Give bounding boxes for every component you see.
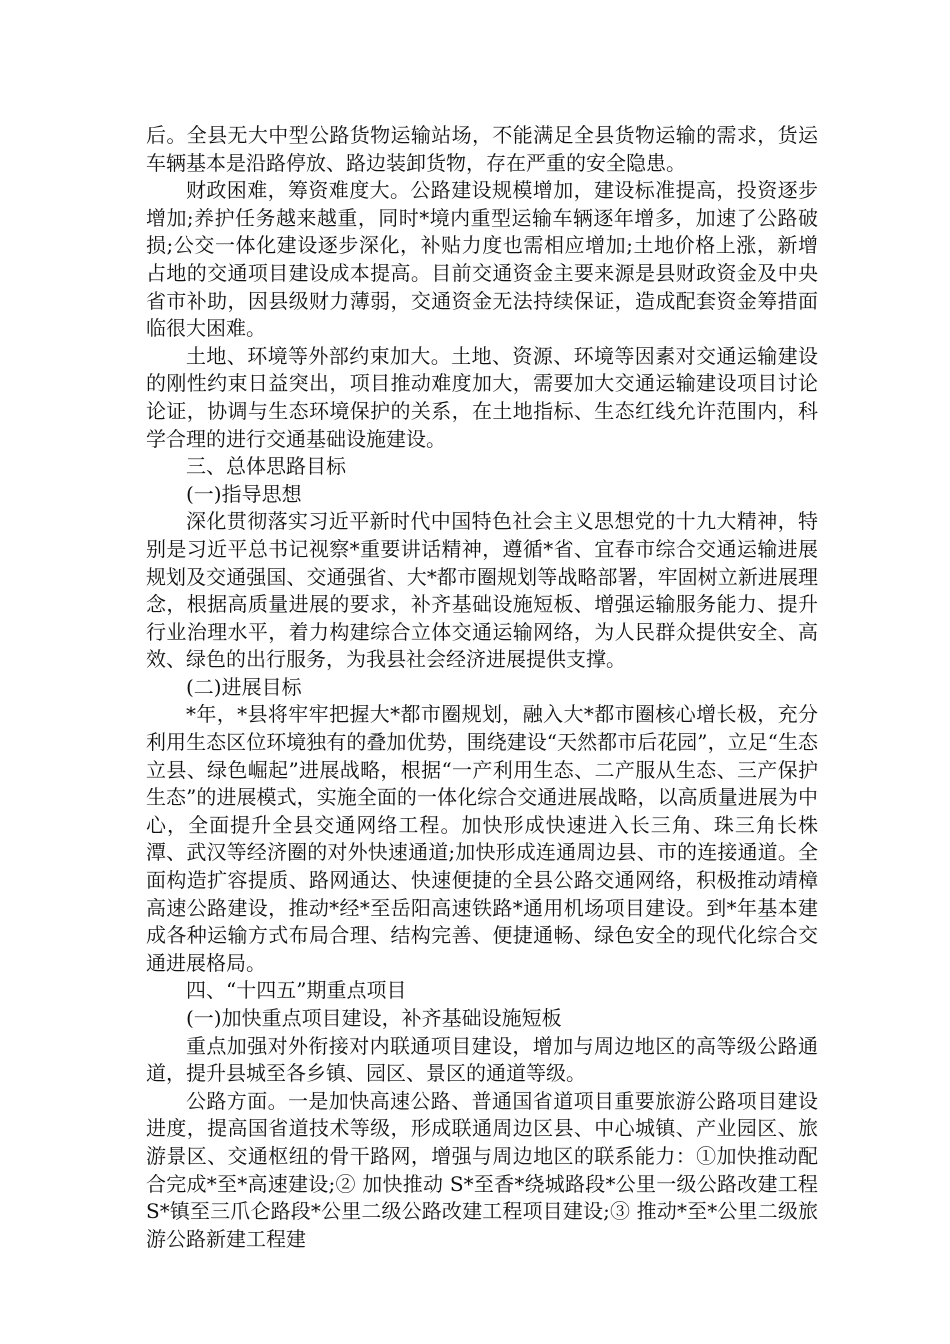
paragraph-6: 重点加强对外衔接对内联通项目建设，增加与周边地区的高等级公路通道，提升县城至各乡镇、园区、景区的通道等级。 xyxy=(146,1033,818,1086)
document-page xyxy=(146,122,818,1253)
paragraph-1: 后。全县无大中型公路货物运输站场，不能满足全县货物运输的需求，货运车辆基本是沿路停放、路边装卸货物，存在严重的安全隐患。 xyxy=(146,123,818,175)
paragraph-3: 土地、环境等外部约束加大。土地、资源、环境等因素对交通运输建设的刚性约束日益突出，项目推动难度加大，需要加大交通运输建设项目讨论论证，协调与生态环境保护的关系，在土地指标、生态红线允许范围内，科学合理的进行交通基础设施建设。 xyxy=(146,343,818,451)
paragraph-4: 深化贯彻落实习近平新时代中国特色社会主义思想党的十九大精神，特别是习近平总书记视察*重要讲话精神，遵循*省、宜春市综合交通运输进展规划及交通强国、交通强省、大*都市圈规划等战略部署，牢固树立新进展理念，根据高质量进展的要求，补齐基础设施短板、增强运输服务能力、提升行业治理水平，着力构建综合立体交通运输网络，为人民群众提供安全、高效、绿色的出行服务，为我县社会经济进展提供支撑。 xyxy=(146,509,818,672)
paragraph-2: 财政困难，筹资难度大。公路建设规模增加，建设标准提高，投资逐步增加;养护任务越来越重，同时*境内重型运输车辆逐年增多，加速了公路破损;公交一体化建设逐步深化，补贴力度也需相应增加;土地价格上涨，新增占地的交通项目建设成本提高。目前交通资金主要来源是县财政资金及中央省市补助，因县级财力薄弱，交通资金无法持续保证，造成配套资金筹措面临很大困难。 xyxy=(146,178,818,341)
section-heading-4: 四、“十四五”期重点项目 xyxy=(186,978,407,1003)
paragraph-7: 公路方面。一是加快高速公路、普通国省道项目重要旅游公路项目建设进度，提高国省道技术等级，形成联通周边区县、中心城镇、产业园区、旅游景区、交通枢纽的骨干路网，增强与周边地区的联系能力：①加快推动配合完成*至*高速建设;② 加快推动 S*至香*绕城路段*公里一级公路改建工程 S*镇至三爪仑路段*公里二级公路改建工程项目建设;③ 推动*至*公里二级旅游公路新建工程建 xyxy=(146,1088,818,1251)
subheading-guiding-thought: (一)指导思想 xyxy=(186,481,302,506)
paragraph-5: *年，*县将牢牢把握大*都市圈规划，融入大*都市圈核心增长极，充分利用生态区位环境独有的叠加优势，围绕建设“天然都市后花园”，立足“生态立县、绿色崛起”进展战略，根据“一产利用生态、二产服从生态、三产保护生态”的进展模式，实施全面的一体化综合交通进展战略，以高质量进展为中心，全面提升全县交通网络工程。加快形成快速进入长三角、珠三角长株潭、武汉等经济圈的对外快速通道;加快形成连通周边县、市的连接通道。全面构造扩容提质、路网通达、快速便捷的全县公路交通网络，积极推动靖樟高速公路建设，推动*经*至岳阳高速铁路*通用机场项目建设。到*年基本建成各种运输方式布局合理、结构完善、便捷通畅、绿色安全的现代化综合交通进展格局。 xyxy=(146,702,818,975)
subheading-development-goals: (二)进展目标 xyxy=(186,674,302,699)
section-heading-3: 三、总体思路目标 xyxy=(186,454,346,479)
subheading-key-projects: (一)加快重点项目建设，补齐基础设施短板 xyxy=(186,1006,562,1030)
